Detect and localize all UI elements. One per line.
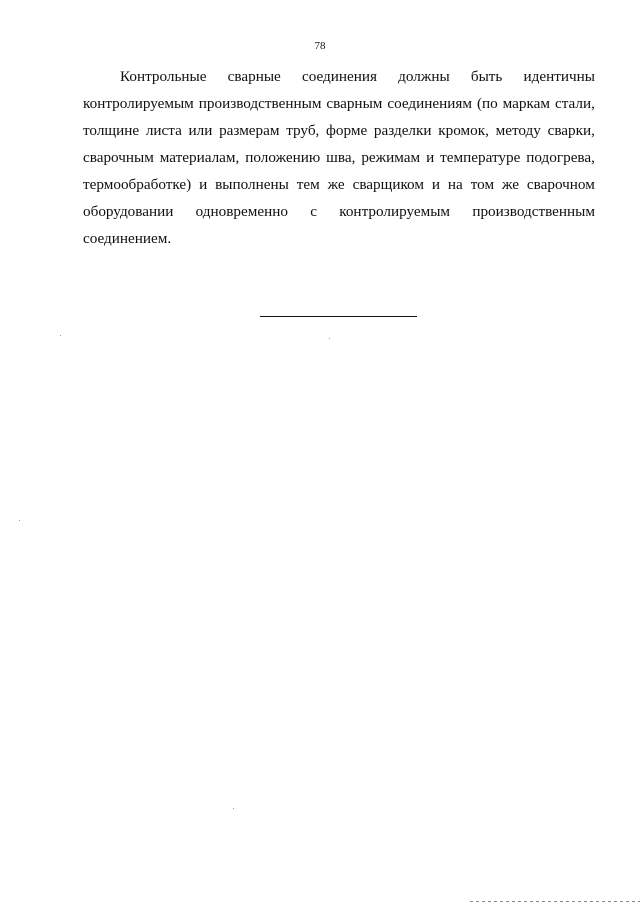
word: положению xyxy=(245,149,321,166)
text-line xyxy=(83,198,595,225)
word: размерам xyxy=(219,122,280,139)
text-line xyxy=(83,90,595,117)
word: соединения xyxy=(301,68,377,85)
word: сварным xyxy=(326,95,383,112)
text-line xyxy=(83,144,595,171)
word: режимам xyxy=(361,149,421,166)
scan-speck xyxy=(19,520,20,521)
scan-speck xyxy=(329,338,330,339)
word: производственным xyxy=(472,203,595,220)
word: соединением. xyxy=(83,230,172,247)
text-line xyxy=(83,171,595,198)
word: том xyxy=(470,176,495,193)
word: и xyxy=(199,176,208,193)
word: методу xyxy=(495,122,541,139)
word: стали, xyxy=(554,95,595,112)
word: с xyxy=(310,203,317,220)
word: тем xyxy=(296,176,320,193)
word: сварочном xyxy=(526,176,595,193)
word: же xyxy=(327,176,345,193)
word: контролируемым xyxy=(339,203,451,220)
word: термообработке) xyxy=(83,176,192,193)
word: маркам xyxy=(502,95,551,112)
word: подогрева, xyxy=(526,149,595,166)
word: температуре xyxy=(440,149,521,166)
word: кромок, xyxy=(438,122,489,139)
word: контролируемым xyxy=(83,95,194,112)
word: Контрольные xyxy=(120,68,207,85)
word: разделки xyxy=(373,122,432,139)
word: одновременно xyxy=(195,203,288,220)
word: оборудовании xyxy=(83,203,174,220)
word: материалам, xyxy=(159,149,240,166)
word: производственным xyxy=(198,95,322,112)
word: толщине xyxy=(83,122,140,139)
word: сварщиком xyxy=(352,176,424,193)
word: (по xyxy=(476,95,498,112)
word: же xyxy=(501,176,520,193)
end-of-text-rule xyxy=(260,316,417,317)
word: шва, xyxy=(326,149,356,166)
text-line xyxy=(83,225,595,252)
text-line xyxy=(83,117,595,144)
word: сварочным xyxy=(83,149,154,166)
word: быть xyxy=(470,68,503,85)
word: сварки, xyxy=(547,122,595,139)
scan-speck xyxy=(233,808,234,809)
word: должны xyxy=(398,68,450,85)
word: труб, xyxy=(286,122,320,139)
word: форме xyxy=(326,122,368,139)
scan-speck xyxy=(60,335,61,336)
word: на xyxy=(447,176,463,193)
word: соединениям xyxy=(387,95,472,112)
word: и xyxy=(431,176,441,193)
scan-edge-artifact xyxy=(470,901,640,902)
text-line xyxy=(83,63,595,90)
word: идентичны xyxy=(523,68,595,85)
page-number: 78 xyxy=(314,40,326,52)
word: сварные xyxy=(227,68,281,85)
word: листа xyxy=(145,122,182,139)
word: выполнены xyxy=(215,176,289,193)
body-paragraph xyxy=(83,63,595,252)
word: и xyxy=(426,149,435,166)
word: или xyxy=(188,122,213,139)
